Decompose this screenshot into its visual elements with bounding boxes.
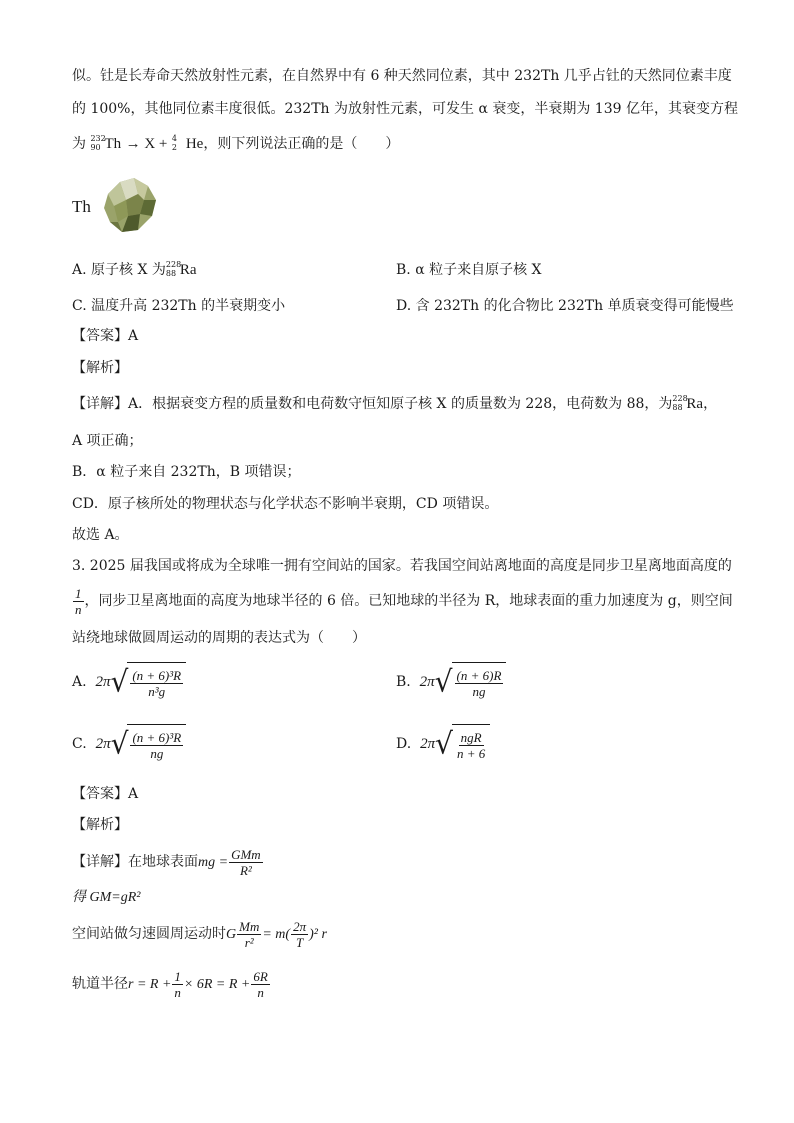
q2-stem-line-1: 似。钍是长寿命天然放射性元素，在自然界中有 6 种天然同位素，其中 232Th 几乎占钍的天然同位素丰度 — [72, 68, 732, 84]
q3-option-d[interactable]: D. 2π √ $\frac{\text{ngR}}{n + 6}$ — [396, 724, 490, 764]
q3-stem-line-3: 站绕地球做圆周运动的周期的表达式为（ ） — [72, 630, 366, 646]
q3-stem-line-2: $\frac{1}{n}$ ，同步卫星离地面的高度为地球半径的 6 倍。已知地球的半径为 R，地球表面的重力加速度为 g，则空间 — [75, 585, 733, 617]
q3-option-b[interactable]: B. 2π √ $\frac{(n + 6)R}{ng}$ — [396, 662, 506, 702]
q3-detail-line-2: 得 GM=gR² — [72, 890, 141, 905]
q2-detail-line-5: 故选 A。 — [72, 527, 129, 543]
q3-analysis-heading: 【解析】 — [72, 817, 128, 833]
q2-option-c[interactable]: C. 温度升高 232Th 的半衰期变小 — [72, 298, 286, 314]
q2-detail-line-3: B．α 粒子来自 232Th，B 项错误； — [72, 464, 301, 480]
q2-detail-line-2: A 项正确； — [72, 433, 143, 449]
q3-option-c[interactable]: C. 2π √ $\frac{\text{(n + 6)³R}}{ng}$ — [72, 724, 186, 764]
q2-option-b[interactable]: B. α 粒子来自原子核 X — [396, 262, 542, 278]
nuclide-he-4: 4 2 — [171, 134, 177, 152]
q2-stem-line-3: 为 232 90 Th → X + 4 2 He，则下列说法正确的是（ ） — [72, 134, 400, 152]
q2-analysis-heading: 【解析】 — [72, 360, 128, 376]
q3-option-a[interactable]: A. 2π √ $\frac{\text{(n + 6)³R}}{\text{n³g}}$ — [72, 662, 186, 702]
q3-answer: 【答案】A — [72, 786, 139, 802]
nuclide-th-232: 232 90 — [90, 134, 106, 152]
q2-answer: 【答案】A — [72, 328, 139, 344]
q3-detail-line-4: 轨道半径r = R + $\frac{1}{n}$ × 6R = R + $\frac{6R}{n}$ — [72, 968, 268, 1000]
q2-detail-line-1: 【详解】A．根据衰变方程的质量数和电荷数守恒知原子核 X 的质量数为 228，电荷数为 88，为 228 88 Ra， — [72, 394, 718, 412]
q3-detail-line-1: 【详解】在地球表面mg = $\frac{\text{GMm}}{\text{R²}}$ — [72, 846, 261, 878]
q2-option-d[interactable]: D. 含 232Th 的化合物比 232Th 单质衰变得可能慢些 — [396, 298, 734, 314]
q2-detail-line-4: CD．原子核所处的物理状态与化学状态不影响半衰期，CD 项错误。 — [72, 496, 499, 512]
q3-stem-line-1: 3. 2025 届我国或将成为全球唯一拥有空间站的国家。若我国空间站离地面的高度是同步卫星离地面高度的 — [72, 558, 732, 574]
image-label: Th — [72, 197, 91, 216]
q3-detail-line-3: 空间站做匀速圆周运动时G $\frac{Mm}{\text{r²}}$ = m( $\frac{2\pi}{T}$ )² r — [72, 918, 327, 950]
q2-stem-line-2: 的 100%，其他同位素丰度很低。232Th 为放射性元素，可发生 α 衰变，半衰期为 139 亿年，其衰变方程 — [72, 101, 738, 117]
q2-option-a[interactable]: A. 原子核 X 为 228 88 Ra — [72, 260, 197, 278]
thorium-mineral-image — [98, 174, 162, 236]
